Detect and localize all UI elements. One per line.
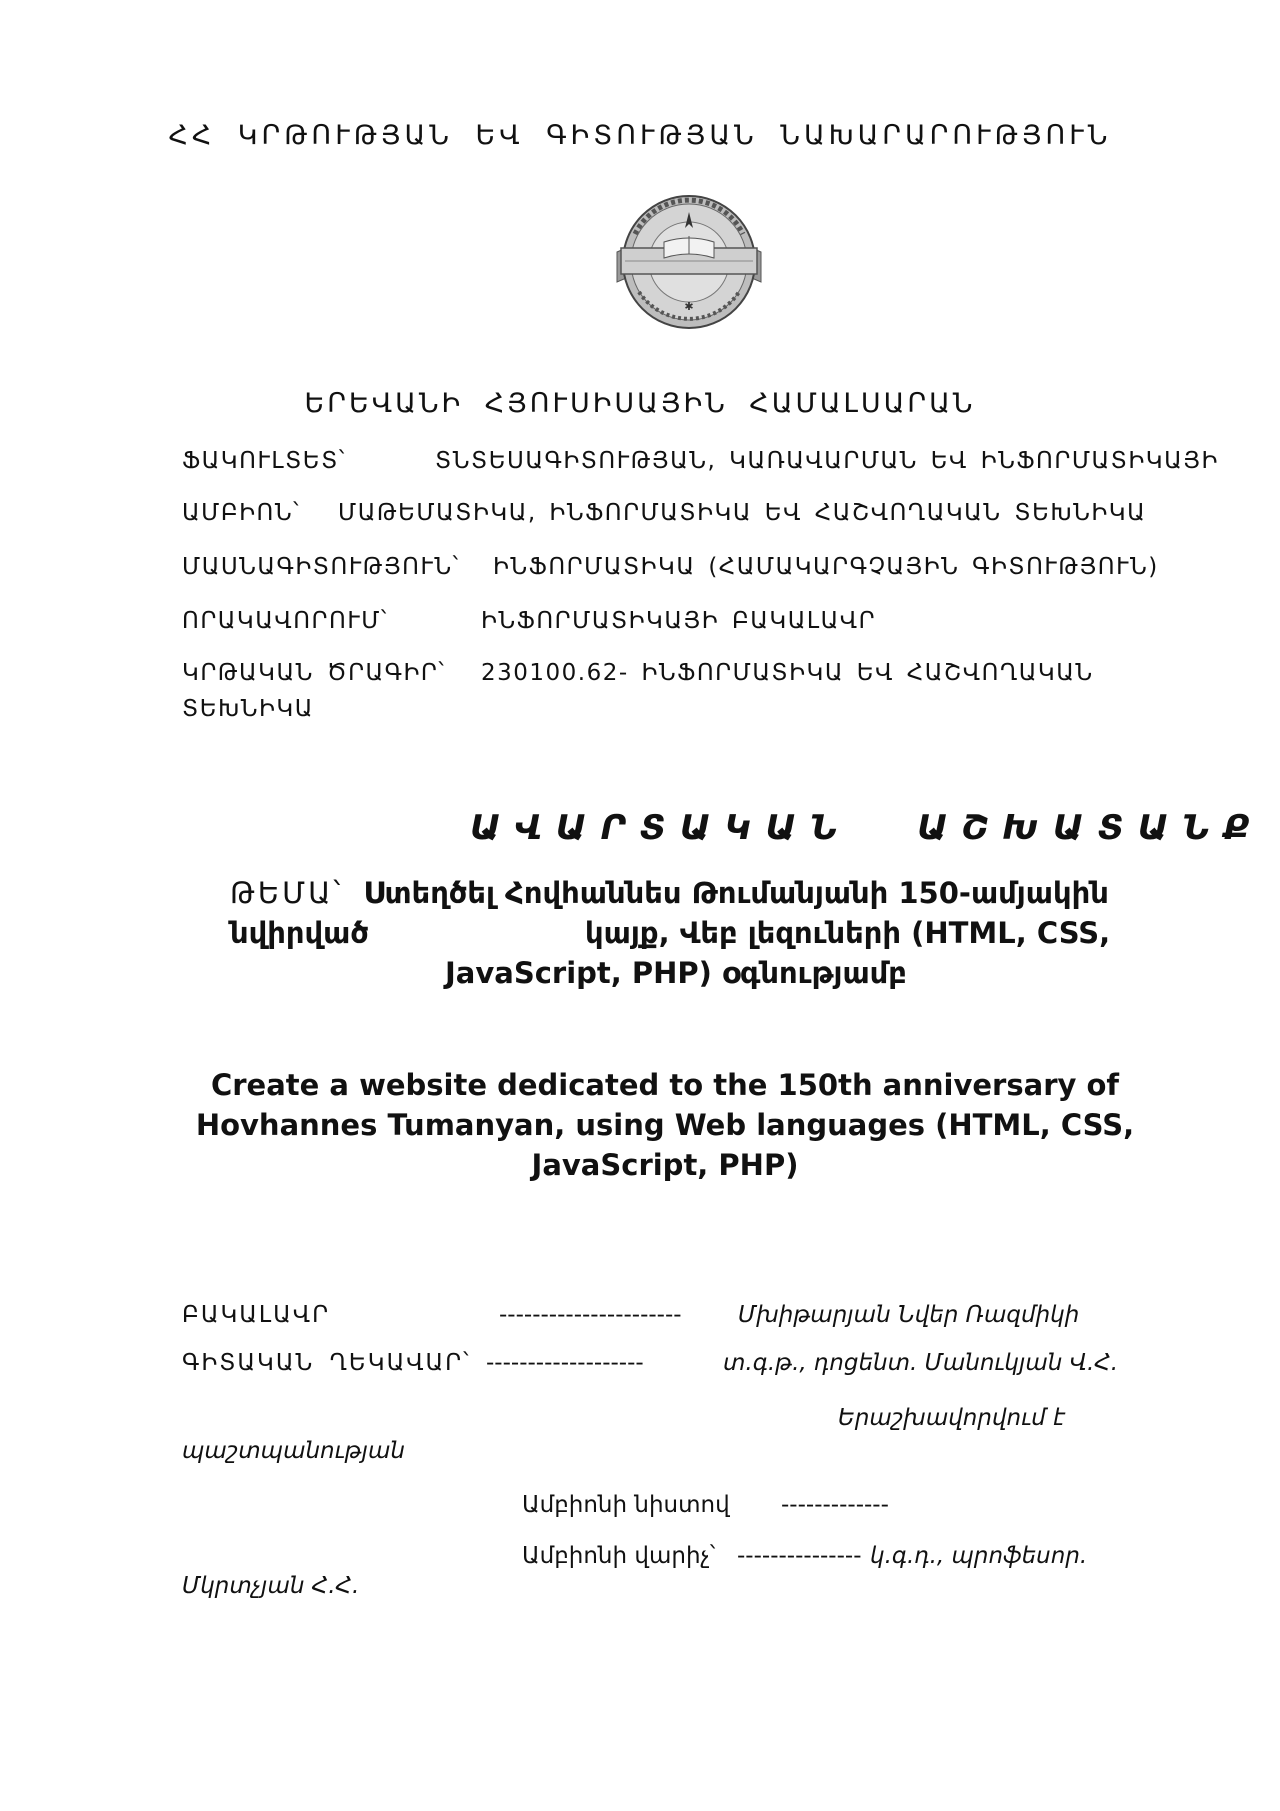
faculty-label: ՖԱԿՈՒԼՏԵՏ՝ bbox=[182, 448, 346, 474]
topic-title-1: Ստեղծել Հովհաննես Թումանյանի 150-ամյակին bbox=[363, 876, 1109, 910]
ministry-title: ՀՀ ԿՐԹՈՒԹՅԱՆ ԵՎ ԳԻՏՈՒԹՅԱՆ ՆԱԽԱՐԱՐՈՒԹՅՈՒՆ bbox=[168, 120, 1112, 151]
topic-label: ԹԵՄԱ՝ bbox=[230, 876, 344, 910]
supervisor-label: ԳԻՏԱԿԱՆ ՂԵԿԱՎԱՐ՝ bbox=[182, 1350, 471, 1376]
chair-head-dashes: --------------- bbox=[737, 1543, 862, 1569]
english-title: Create a website dedicated to the 150th anniversary of Hovhannes Tumanyan, using Web languages (HTML, CSS, JavaScript, PHP) bbox=[195, 1068, 1135, 1182]
chair-label: ԱՄԲԻՈՆ՝ bbox=[182, 500, 301, 526]
faculty-value: ՏՆՏԵՍԱԳԻՏՈՒԹՅԱՆ, ԿԱՌԱՎԱՐՄԱՆ ԵՎ ԻՆՖՈՐՄԱՏԻԿԱՅԻ bbox=[435, 448, 1219, 474]
program-value: 230100.62- ԻՆՖՈՐՄԱՏԻԿԱ ԵՎ ՀԱՇՎՈՂԱԿԱՆ bbox=[481, 660, 1094, 686]
chair-value: ՄԱԹԵՄԱՏԻԿԱ, ԻՆՖՈՐՄԱՏԻԿԱ ԵՎ ՀԱՇՎՈՂԱԿԱՆ ՏԵԽՆԻԿԱ bbox=[338, 500, 1147, 526]
bachelor-label: ԲԱԿԱԼԱՎՐ bbox=[182, 1302, 331, 1328]
heading-word-1: ԱՎԱՐՏԱԿԱՆ bbox=[470, 808, 852, 848]
recommended-line-2: պաշտպանության bbox=[182, 1438, 405, 1464]
chair-meeting-label: Ամբիոնի նիստով bbox=[522, 1492, 730, 1518]
topic-line-2 bbox=[230, 916, 1130, 950]
svg-text:✱: ✱ bbox=[684, 300, 694, 313]
qualification-value: ԻՆՖՈՐՄԱՏԻԿԱՅԻ ԲԱԿԱԼԱՎՐ bbox=[481, 608, 877, 634]
chair-head-title: կ.գ.դ., պրոֆեսոր. bbox=[870, 1543, 1088, 1569]
topic-line-1 bbox=[230, 876, 1130, 910]
thesis-heading bbox=[0, 808, 1280, 848]
heading-word-2: ԱՇԽԱՏԱՆՔ bbox=[917, 808, 1264, 848]
topic-title-2a: նվիրված bbox=[230, 916, 369, 950]
topic-title-2b: կայք, Վեբ լեզուների (HTML, CSS, bbox=[585, 916, 1111, 950]
recommended-line-1: Երաշխավորվում է bbox=[838, 1405, 1065, 1431]
program-value-continued: ՏԵԽՆԻԿԱ bbox=[182, 696, 314, 722]
specialty-value: ԻՆՖՈՐՄԱՏԻԿԱ (ՀԱՄԱԿԱՐԳՉԱՅԻՆ ԳԻՏՈՒԹՅՈՒՆ) bbox=[493, 554, 1159, 580]
chair-meeting-dashes: ------------- bbox=[781, 1492, 889, 1518]
chair-head-name: Մկրտչյան Հ.Հ. bbox=[182, 1573, 360, 1599]
specialty-label: ՄԱՍՆԱԳԻՏՈՒԹՅՈՒՆ՝ bbox=[182, 554, 460, 580]
program-label: ԿՐԹԱԿԱՆ ԾՐԱԳԻՐ՝ bbox=[182, 660, 446, 686]
bachelor-dashes: ---------------------- bbox=[499, 1302, 682, 1328]
university-logo bbox=[609, 192, 769, 332]
university-name: ԵՐԵՎԱՆԻ ՀՅՈՒՍԻՍԱՅԻՆ ՀԱՄԱԼՍԱՐԱՆ bbox=[304, 388, 976, 419]
supervisor-dashes: ------------------- bbox=[486, 1350, 644, 1376]
bachelor-name: Մխիթարյան Նվեր Ռազմիկի bbox=[738, 1302, 1080, 1328]
university-emblem-icon bbox=[609, 192, 769, 332]
qualification-label: ՈՐԱԿԱՎՈՐՈՒՄ՝ bbox=[182, 608, 388, 634]
supervisor-name: տ.գ.թ., դոցենտ. Մանուկյան Վ.Հ. bbox=[723, 1350, 1119, 1376]
topic-title-3: JavaScript, PHP) օգնությամբ bbox=[445, 956, 907, 990]
chair-head-label: Ամբիոնի վարիչ՝ bbox=[522, 1543, 716, 1569]
